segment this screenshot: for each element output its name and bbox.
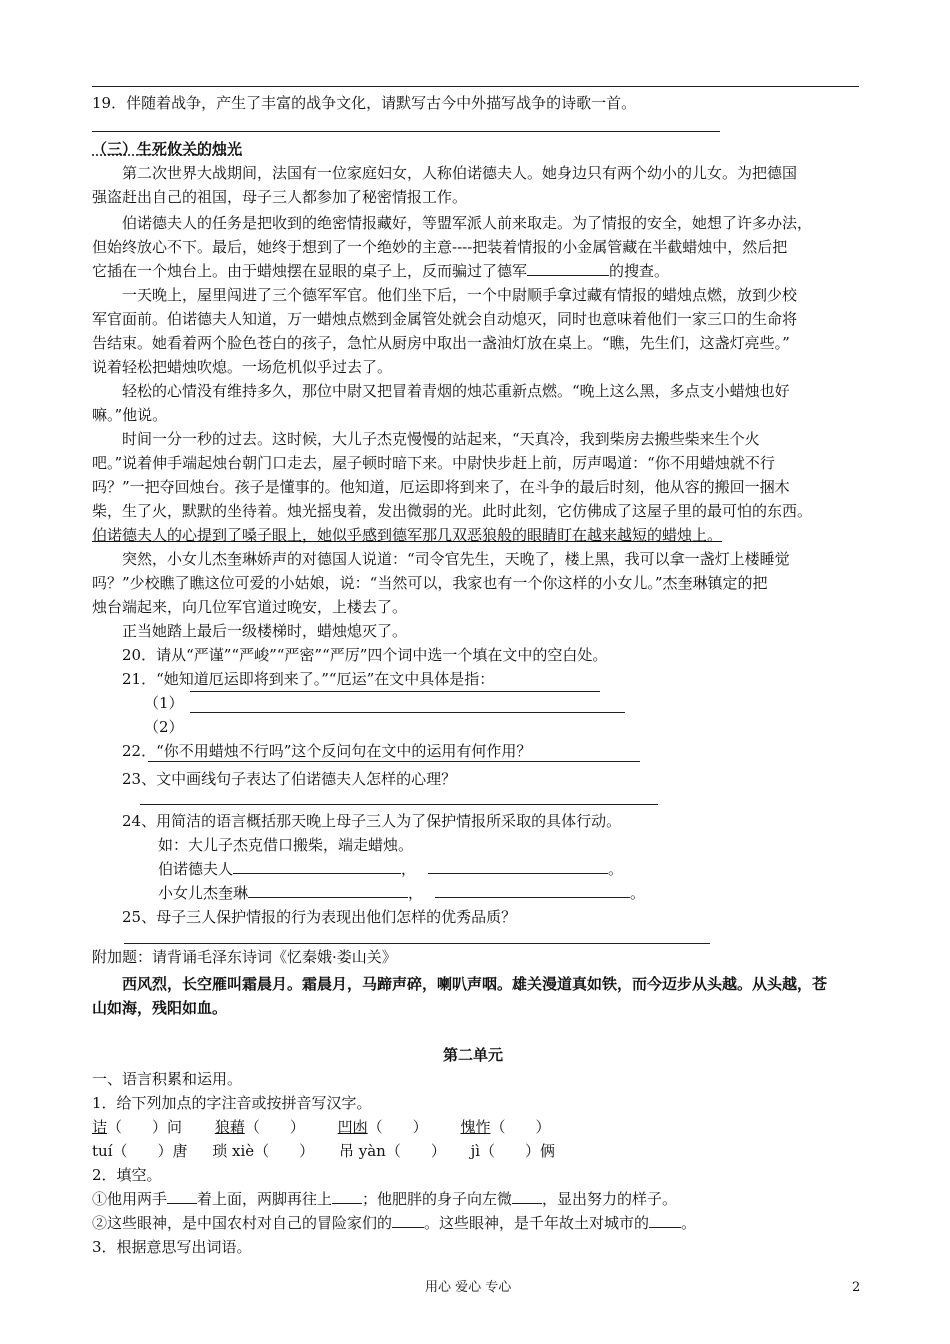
blank-fill-2a[interactable] [392, 1213, 424, 1228]
blank-fill-1c[interactable] [512, 1189, 542, 1204]
top-rule [92, 86, 859, 87]
blank-fill-1a[interactable] [167, 1189, 197, 1204]
unit-2-question-2: 2．填空。 [92, 1166, 162, 1184]
question-24-b: 小女儿杰奎琳 ， 。 [158, 884, 646, 902]
para-1-line-2: 强盗赶出自己的祖国，母子三人都参加了秘密情报工作。 [92, 188, 468, 206]
page-number: 2 [852, 1280, 861, 1295]
para-4-line-1: 轻松的心情没有维持多久，那位中尉又把冒着青烟的烛芯重新点燃。“晚上这么黑，多点支小蜡烛也好 [122, 382, 790, 400]
fill-1: ①他用两手 着上面，两脚再往上 ；他肥胖的身子向左微 ，显出努力的样子。 [92, 1190, 678, 1208]
pinyin-row-2: tuí（ ）唐 琐 xiè（ ） 吊 yàn（ ） jì（ ）俩 [92, 1142, 556, 1160]
question-21-2: （2） [144, 718, 184, 736]
pinyin-item-2: 狼藉（ ） [214, 1118, 305, 1136]
para-5-line-2: 吧。”说着伸手端起烛台朝门口走去，屋子顿时暗下来。中尉快步赶上前，厉声喝道：“你不用蜡烛就不行 [92, 454, 775, 472]
para-5-line-1: 时间一分一秒的过去。这时候，大儿子杰克慢慢的站起来，“天真冷，我到柴房去搬些柴来生个火 [122, 430, 760, 448]
blank-24b-2[interactable] [435, 883, 630, 898]
unit-2-question-1: 1．给下列加点的字注音或按拼音写汉字。 [92, 1094, 372, 1112]
para-3-line-4: 说着轻松把蜡烛吹熄。一场危机似乎过去了。 [92, 358, 393, 376]
extra-question: 附加题：请背诵毛泽东诗词《忆秦娥·娄山关》 [92, 948, 397, 966]
question-23: 23、文中画线句子表达了伯诺德夫人怎样的心理？ [122, 770, 457, 788]
blank-fill-2b[interactable] [649, 1213, 681, 1228]
answer-line-22[interactable] [148, 761, 640, 762]
para-2-line-1: 伯诺德夫人的任务是把收到的绝密情报藏好，等盟军派人前来取走。为了情报的安全，她想了许多办法， [122, 214, 813, 232]
poem-line-1: 西风烈，长空雁叫霜晨月。霜晨月，马蹄声碎，喇叭声咽。雄关漫道真如铁，而今迈步从头越。从头越，苍 [122, 975, 828, 993]
fill-2: ②这些眼神，是中国农村对自己的冒险家们的 。这些眼神，是千年故土对城市的 。 [92, 1214, 697, 1232]
question-20: 20．请从“严谨”“严峻”“严密”“严厉”四个词中选一个填在文中的空白处。 [122, 646, 608, 664]
para-3-line-3: 告结束。她看着两个脸色苍白的孩子，急忙从厨房中取出一盏油灯放在桌上。“瞧，先生们，这盏灯亮些。” [92, 334, 790, 352]
para-1-line-1: 第二次世界大战期间，法国有一位家庭妇女，人称伯诺德夫人。她身边只有两个幼小的儿女。为把德国 [122, 164, 798, 182]
para-5-line-3: 吗？”一把夺回烛台。孩子是懂事的。他知道，厄运即将到来了，在斗争的最后时刻，他从容的搬回一捆木 [92, 478, 790, 496]
blank-fill-1b[interactable] [332, 1189, 362, 1204]
para-5-line-4: 柴，生了火，默默的坐待着。烛光摇曳着，发出微弱的光。此时此刻，它仿佛成了这屋子里的最可怕的东西。 [92, 502, 813, 520]
para-3-line-2: 军官面前。伯诺德夫人知道，万一蜡烛点燃到金属管处就会自动熄灭，同时也意味着他们一家三口的生命将 [92, 310, 798, 328]
unit-2-title: 第二单元 [443, 1046, 504, 1064]
pinyin-item-3: 凹凼（ ） [337, 1118, 428, 1136]
unit-2-section-1: 一、语言积累和运用。 [92, 1070, 243, 1088]
para-6-line-3: 烛台端起来，向几位军官道过晚安，上楼去了。 [92, 598, 408, 616]
answer-line-25[interactable] [124, 943, 710, 944]
question-24-a: 伯诺德夫人 ， 。 [158, 860, 624, 878]
para-3-line-1: 一天晚上，屋里闯进了三个德军军官。他们坐下后，一个中尉顺手拿过藏有情报的蜡烛点燃，放到少校 [122, 286, 798, 304]
answer-line-19 [92, 131, 720, 132]
blank-24b-1[interactable] [248, 883, 408, 898]
pinyin-item-1: 诘（ ）问 [92, 1118, 183, 1136]
question-19: 19．伴随着战争，产生了丰富的战争文化，请默写古今中外描写战争的诗歌一首。 [92, 94, 637, 112]
question-24-example: 如：大儿子杰克借口搬柴，端走蜡烛。 [158, 836, 414, 854]
para-6-line-1: 突然，小女儿杰奎琳娇声的对德国人说道：“司令官先生，天晚了，楼上黑，我可以拿一盏灯上楼睡觉 [122, 550, 790, 568]
question-25: 25、母子三人保护情报的行为表现出他们怎样的优秀品质？ [122, 908, 517, 926]
answer-line-23[interactable] [140, 804, 658, 805]
question-22: 22．“你不用蜡烛不行吗”这个反问句在文中的运用有何作用？ [122, 742, 532, 760]
blank-24a-2[interactable] [428, 859, 608, 874]
question-21-1: （1） [144, 694, 184, 712]
pinyin-item-4: 愧怍（ ） [460, 1118, 551, 1136]
question-21: 21．“她知道厄运即将到来了。”“厄运”在文中具体是指： [122, 670, 495, 688]
pinyin-row-1 [92, 1117, 550, 1137]
section-3-title: （三）生死攸关的烛光 [92, 140, 243, 158]
para-2-line-2: 但始终放心不下。最后，她终于想到了一个绝妙的主意----把装着情报的小金属管藏在半截蜡烛中，然后把 [92, 238, 788, 256]
blank-24a-1[interactable] [233, 859, 401, 874]
para-2-line-3: 它插在一个烛台上。由于蜡烛摆在显眼的桌子上，反而骗过了德军 的搜查。 [92, 262, 670, 280]
para-7: 正当她踏上最后一级楼梯时，蜡烛熄灭了。 [122, 622, 408, 640]
question-24: 24、用简洁的语言概括那天晚上母子三人为了保护情报所采取的具体行动。 [122, 812, 622, 830]
answer-line-21-2[interactable] [190, 712, 625, 713]
answer-line-21-1[interactable] [190, 691, 600, 692]
underlined-sentence: 伯诺德夫人的心提到了嗓子眼上，她似乎感到德军那几双恶狼般的眼睛盯在越来越短的蜡烛上。 [92, 526, 723, 544]
para-4-line-2: 嘛。”他说。 [92, 406, 168, 424]
footer-text: 用心 爱心 专心 [425, 1280, 512, 1295]
poem-line-2: 山如海，残阳如血。 [92, 999, 228, 1017]
para-6-line-2: 吗？”少校瞧了瞧这位可爱的小姑娘，说：“当然可以，我家也有一个你这样的小女儿。”杰奎琳镇定的把 [92, 574, 768, 592]
unit-2-question-3: 3．根据意思写出词语。 [92, 1238, 252, 1256]
blank-20[interactable] [527, 261, 609, 276]
